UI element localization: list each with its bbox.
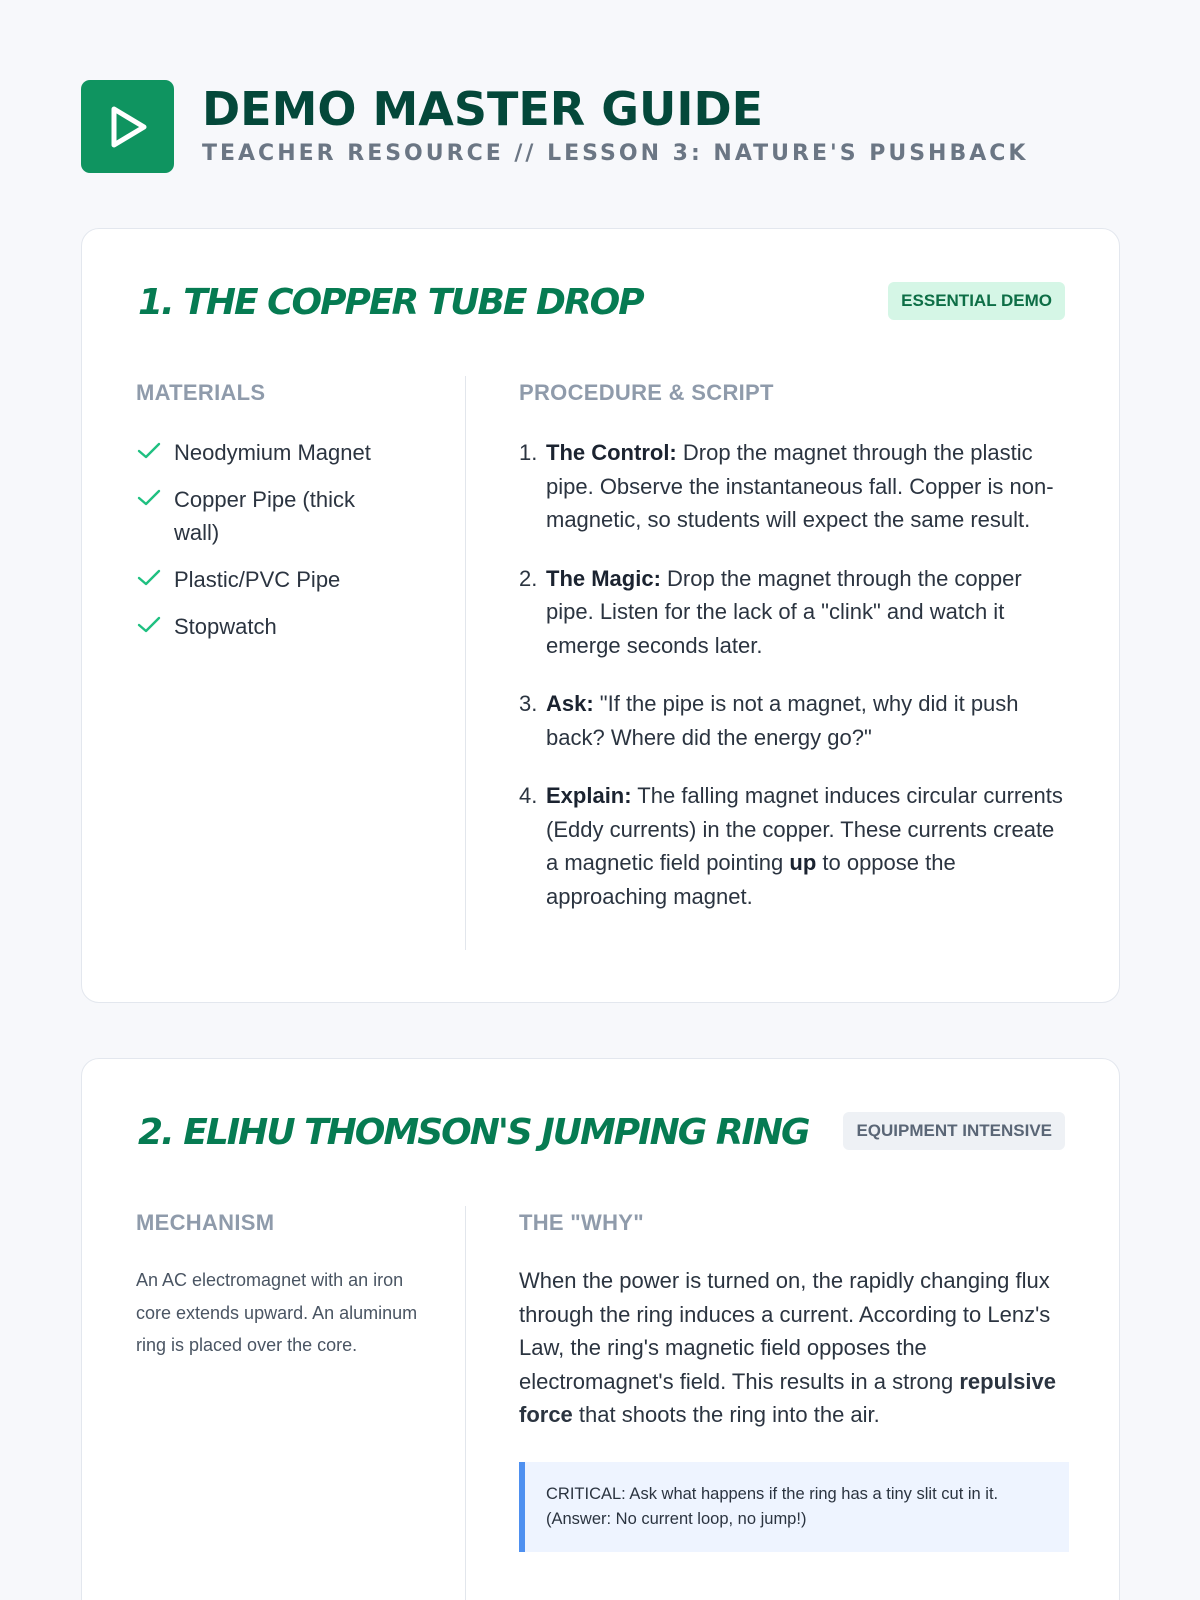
material-item xyxy=(136,483,436,549)
why-heading: THE "WHY" xyxy=(519,1210,644,1235)
check-icon xyxy=(136,614,162,636)
column-divider xyxy=(465,376,466,950)
logo xyxy=(81,80,174,173)
demo-card-copper-tube xyxy=(81,228,1120,1003)
material-item xyxy=(136,563,436,596)
materials-heading: MATERIALS xyxy=(136,380,266,405)
check-icon xyxy=(136,487,162,509)
column-divider xyxy=(465,1206,466,1600)
procedure-step xyxy=(519,436,1069,537)
material-item xyxy=(136,436,436,469)
why-emphasis: repulsive force xyxy=(519,1368,1056,1427)
step-label: The Magic: xyxy=(546,565,661,591)
procedure-steps xyxy=(519,436,1069,913)
page-subtitle: TEACHER RESOURCE // LESSON 3: NATURE'S PUSHBACK xyxy=(202,141,1029,166)
step-emphasis: up xyxy=(789,850,817,875)
materials-list xyxy=(136,436,436,643)
step-body: Drop the magnet through the plastic pipe. Observe the instantaneous fall. Copper is non-magnetic, so students will expect the same result. xyxy=(546,440,1054,532)
equipment-intensive-badge: EQUIPMENT INTENSIVE xyxy=(843,1112,1065,1150)
material-label: Copper Pipe (thick wall) xyxy=(174,487,355,545)
critical-callout: CRITICAL: Ask what happens if the ring has a tiny slit cut in it. (Answer: No current loop, no jump!) xyxy=(519,1462,1069,1552)
material-label: Plastic/PVC Pipe xyxy=(174,567,341,592)
step-body: Drop the magnet through the copper pipe. Listen for the lack of a "clink" and watch it emerge seconds later. xyxy=(546,565,1022,658)
check-icon xyxy=(136,567,162,589)
step-label: Ask: xyxy=(546,691,594,716)
step-number: 3. xyxy=(519,691,538,716)
page-title: DEMO MASTER GUIDE xyxy=(202,82,764,136)
mechanism-text: An AC electromagnet with an iron core extends upward. An aluminum ring is placed over the core. xyxy=(136,1270,418,1355)
play-icon xyxy=(102,101,154,153)
mechanism-heading: MECHANISM xyxy=(136,1210,275,1235)
step-number: 2. xyxy=(519,565,538,591)
step-label: The Control: xyxy=(546,440,677,465)
material-label: Stopwatch xyxy=(174,614,277,639)
step-body: "If the pipe is not a magnet, why did it push back? Where did the energy go?" xyxy=(546,691,1019,750)
materials-section xyxy=(136,380,436,657)
demo-title: 2. ELIHU THOMSON'S JUMPING RING xyxy=(138,1112,809,1153)
procedure-heading: PROCEDURE & SCRIPT xyxy=(519,380,774,405)
step-label: Explain: xyxy=(546,783,632,808)
demo-title: 1. THE COPPER TUBE DROP xyxy=(138,282,643,323)
step-body: The falling magnet induces circular currents (Eddy currents) in the copper. These currents create a magnetic field pointing xyxy=(546,783,1063,875)
essential-demo-badge: ESSENTIAL DEMO xyxy=(888,282,1065,320)
check-icon xyxy=(136,440,162,462)
material-item xyxy=(136,610,436,643)
mechanism-section xyxy=(136,1210,436,1362)
procedure-step xyxy=(519,687,1069,754)
why-text: When the power is turned on, the rapidly changing flux through the ring induces a current. According to Lenz's Law, the ring's magnetic field opposes the electromagnet's field. This results in a strong repulsive force that shoots the ring into the air. xyxy=(519,1268,1056,1427)
why-section xyxy=(519,1210,1069,1552)
step-body: to oppose the approaching magnet. xyxy=(546,850,956,909)
step-number: 1. xyxy=(519,440,538,465)
demo-card-jumping-ring xyxy=(81,1058,1120,1600)
procedure-section xyxy=(519,380,1069,938)
material-label: Neodymium Magnet xyxy=(174,440,371,465)
page-header xyxy=(81,80,1028,173)
procedure-step xyxy=(519,562,1069,663)
procedure-step xyxy=(519,779,1069,913)
step-number: 4. xyxy=(519,783,538,808)
